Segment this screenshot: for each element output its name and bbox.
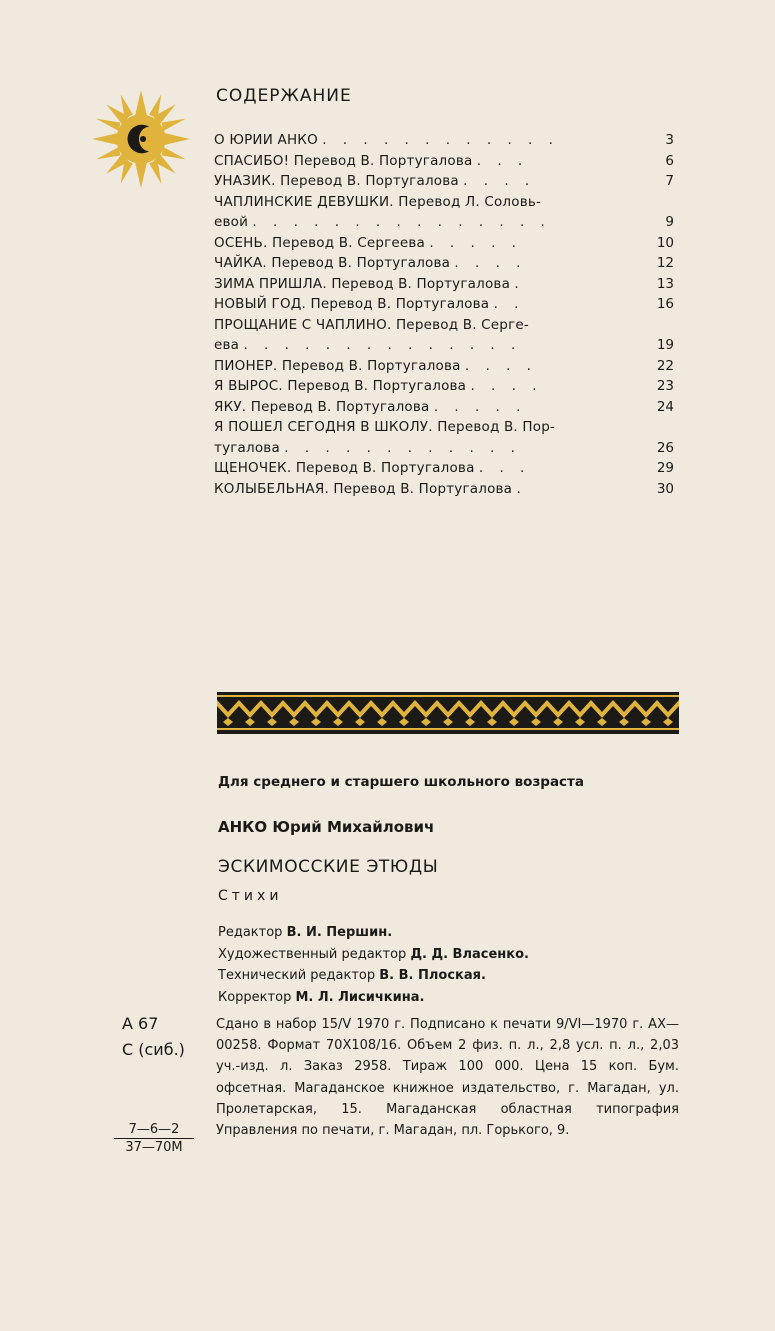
toc-entry: ЧАЙКА. Перевод В. Португалова . . . . 12 — [214, 255, 674, 271]
toc-entry: ЩЕНОЧЕК. Перевод В. Португалова . . . 29 — [214, 460, 674, 476]
ornamental-border-icon — [217, 692, 679, 734]
toc-entry: Я ВЫРОС. Перевод В. Португалова . . . . 23 — [214, 378, 674, 394]
credit-line: Редактор В. И. Першин. — [218, 925, 393, 940]
classification-code-region: С (сиб.) — [122, 1040, 185, 1059]
toc-entry: ПРОЩАНИЕ С ЧАПЛИНО. Перевод В. Серге- — [214, 316, 529, 333]
toc-entry: КОЛЫБЕЛЬНАЯ. Перевод В. Португалова . 30 — [214, 480, 674, 497]
toc-entry: СПАСИБО! Перевод В. Португалова . . . 6 — [214, 152, 674, 169]
toc-entry-continued: ева . . . . . . . . . . . . . . 19 — [214, 337, 674, 353]
toc-entry-continued: тугалова . . . . . . . . . . . . 26 — [214, 439, 674, 456]
toc-entry: ЗИМА ПРИШЛА. Перевод В. Португалова . 13 — [214, 275, 674, 292]
toc-entry: УНАЗИК. Перевод В. Португалова . . . . 7 — [214, 173, 674, 189]
index-fraction — [114, 1122, 194, 1155]
genre: Стихи — [218, 888, 283, 904]
contents-heading: СОДЕРЖАНИЕ — [216, 86, 352, 106]
toc-entry: ЧАПЛИНСКИЕ ДЕВУШКИ. Перевод Л. Соловь- — [214, 193, 542, 210]
index-numerator: 7—6—2 — [114, 1122, 194, 1139]
audience-line: Для среднего и старшего школьного возраста — [218, 774, 584, 790]
credit-line: Корректор М. Л. Лисичкина. — [218, 989, 425, 1005]
imprint-text: Сдано в набор 15/V 1970 г. Подписано к печати 9/VI—1970 г. АХ—00258. Формат 70Х108/16. Объем 2 физ. п. л., 2,8 усл. п. л., 2,03 уч.-изд. л. Заказ 2958. Тираж 100 000. Цена 15 коп. Бум. офсетная. Магаданское книжное издательство, г. Магадан, ул. Пролетарская, 15. Магаданская областная типография Управления по печати, г. Магадан, пл. Горького, 9. — [216, 1017, 679, 1139]
toc-entry: Я ПОШЕЛ СЕГОДНЯ В ШКОЛУ. Перевод В. Пор- — [214, 419, 556, 435]
author-name: АНКО Юрий Михайлович — [218, 818, 435, 836]
table-of-contents — [214, 130, 676, 499]
credit-line: Технический редактор В. В. Плоская. — [218, 968, 486, 983]
book-title: ЭСКИМОССКИЕ ЭТЮДЫ — [218, 857, 439, 877]
toc-entry: О ЮРИИ АНКО . . . . . . . . . . . . 3 — [214, 132, 674, 148]
credits-block — [218, 922, 529, 1008]
index-denominator: 37—70М — [125, 1140, 183, 1155]
credit-line: Художественный редактор Д. Д. Власенко. — [218, 946, 529, 962]
toc-entry: НОВЫЙ ГОД. Перевод В. Португалова . . 16 — [214, 296, 674, 312]
toc-entry: ОСЕНЬ. Перевод В. Сергеева . . . . . 10 — [214, 234, 674, 251]
toc-entry: ПИОНЕР. Перевод В. Португалова . . . . 22 — [214, 357, 674, 374]
toc-entry: ЯКУ. Перевод В. Португалова . . . . . 24 — [214, 398, 674, 415]
toc-entry-continued: евой . . . . . . . . . . . . . . . 9 — [214, 214, 674, 230]
sun-emblem-icon — [90, 88, 192, 190]
classification-code: А 67 — [122, 1014, 159, 1033]
